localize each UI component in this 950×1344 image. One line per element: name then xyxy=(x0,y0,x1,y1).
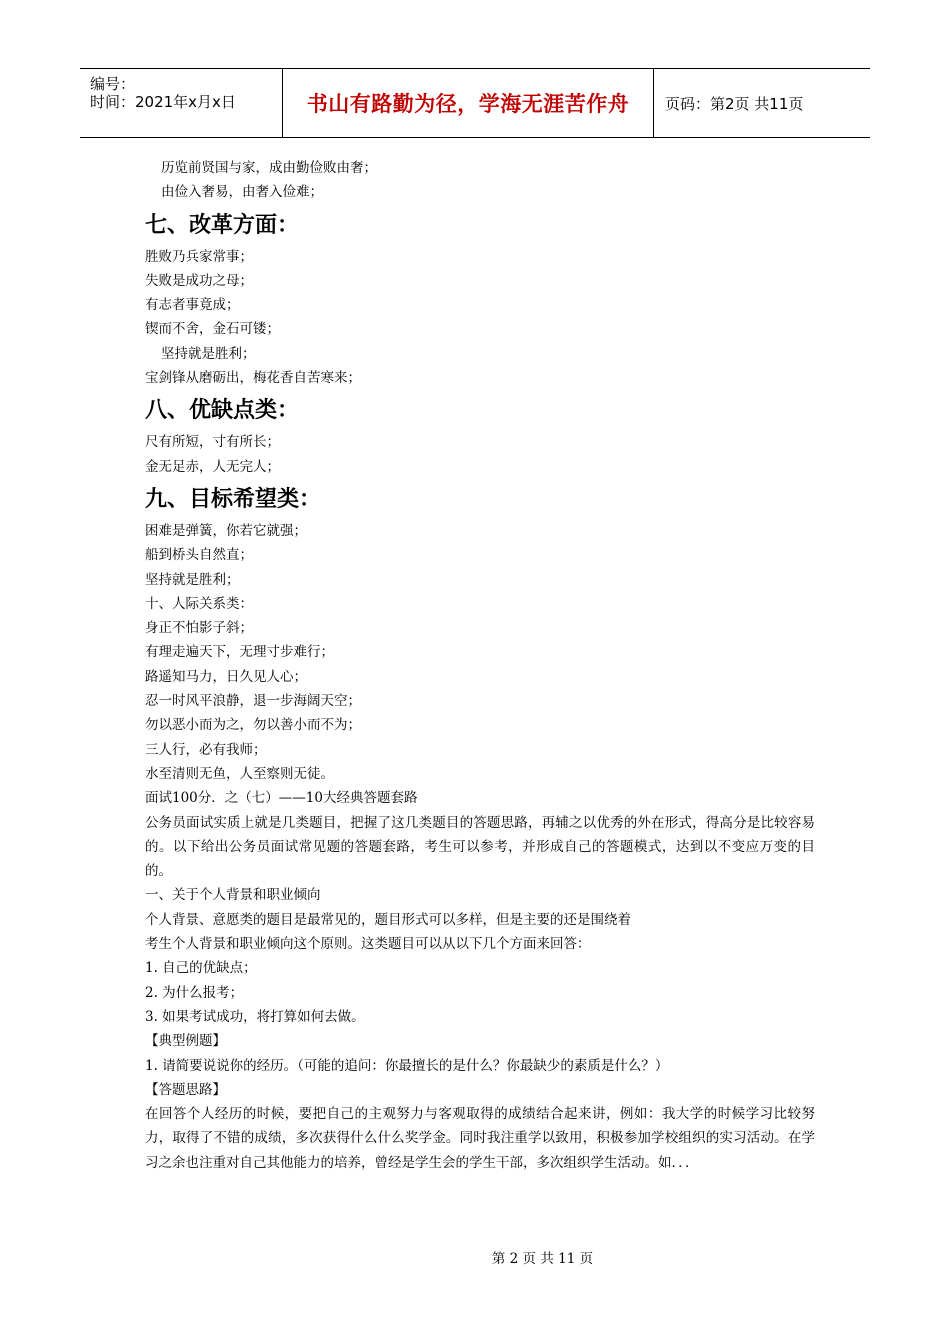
document-body xyxy=(145,156,815,1175)
text-line: 忍一时风平浪静，退一步海阔天空； xyxy=(145,693,361,710)
header-motto: 书山有路勤为径，学海无涯苦作舟 xyxy=(306,92,630,116)
header-page-cell xyxy=(654,69,870,137)
text-line: 宝剑锋从磨砺出，梅花香自苦寒来； xyxy=(145,370,361,387)
text-line: 一、关于个人背景和职业倾向 xyxy=(145,887,321,904)
list-item: 2. 为什么报考； xyxy=(145,984,244,1001)
text-line: 锲而不舍，金石可镂； xyxy=(145,321,280,338)
text-line: 困难是弹簧，你若它就强； xyxy=(145,522,307,539)
text-line: 路遥知马力，日久见人心； xyxy=(145,668,307,685)
text-line: 水至清则无鱼，人至察则无徒。 xyxy=(145,765,334,782)
list-item: 3. 如果考试成功，将打算如何去做。 xyxy=(145,1008,365,1025)
text-line: 个人背景、意愿类的题目是最常见的，题目形式可以多样，但是主要的还是围绕着 xyxy=(145,911,631,928)
page-header xyxy=(80,68,870,138)
text-line: 有志者事竟成； xyxy=(145,297,240,314)
section-heading: 八、优缺点类： xyxy=(145,398,300,424)
list-item: 1. 自己的优缺点； xyxy=(145,960,257,977)
text-line: 勿以恶小而为之，勿以善小而不为； xyxy=(145,717,361,734)
paragraph: 公务员面试实质上就是几类题目，把握了这几类题目的答题思路，再辅之以优秀的外在形式，得高分是比较容易的。以下给出公务员面试常见题的答题套路，考生可以参考，并形成自己的答题模式，达到以不变应万变的目的。 xyxy=(145,814,815,880)
text-line: 三人行，必有我师； xyxy=(145,741,267,758)
text-line: 胜败乃兵家常事； xyxy=(145,248,253,265)
section-heading: 九、目标希望类： xyxy=(145,486,322,512)
text-line: 身正不怕影子斜； xyxy=(145,620,253,637)
header-meta-cell xyxy=(80,69,283,137)
paragraph: 在回答个人经历的时候，要把自己的主观努力与客观取得的成绩结合起来讲，例如：我大学的时候学习比较努力，取得了不错的成绩，多次获得什么什么奖学金。同时我注重学以致用，积极参加学校组织的实习活动。在学习之余也注重对自己其他能力的培养，曾经是学生会的学生干部，多次组织学生活动。如．．． xyxy=(145,1106,815,1171)
text-line: 历览前贤国与家，成由勤俭败由奢； xyxy=(161,160,377,176)
text-line: 十、人际关系类： xyxy=(145,595,253,612)
list-item: 1. 请简要说说你的经历。（可能的追问：你最擅长的是什么？你最缺少的素质是什么？） xyxy=(145,1057,669,1074)
footer-page-number: 第 2 页 共 11 页 xyxy=(491,1251,594,1267)
document-time-label: 时间：2021年x月x日 xyxy=(90,93,236,111)
text-line: 船到桥头自然直； xyxy=(145,547,253,564)
header-motto-cell xyxy=(283,69,654,137)
subheading-label: 【典型例题】 xyxy=(145,1033,226,1050)
text-line: 尺有所短，寸有所长； xyxy=(145,434,280,451)
document-number-label: 编号： xyxy=(90,75,136,93)
header-page-info: 页码：第2页 共11页 xyxy=(665,94,804,113)
text-line: 坚持就是胜利； xyxy=(145,571,240,588)
text-line: 有理走遍天下，无理寸步难行； xyxy=(145,644,334,661)
text-line: 坚持就是胜利； xyxy=(161,345,256,362)
text-line: 面试100分．之（七）——10大经典答题套路 xyxy=(145,790,418,807)
text-line: 失败是成功之母； xyxy=(145,272,253,289)
text-line: 考生个人背景和职业倾向这个原则。这类题目可以从以下几个方面来回答： xyxy=(145,936,591,953)
page-footer xyxy=(0,1247,950,1267)
section-heading: 七、改革方面： xyxy=(145,212,300,238)
subheading-label: 【答题思路】 xyxy=(145,1081,226,1098)
text-line: 金无足赤，人无完人； xyxy=(145,458,280,475)
text-line: 由俭入奢易，由奢入俭难； xyxy=(161,184,323,201)
